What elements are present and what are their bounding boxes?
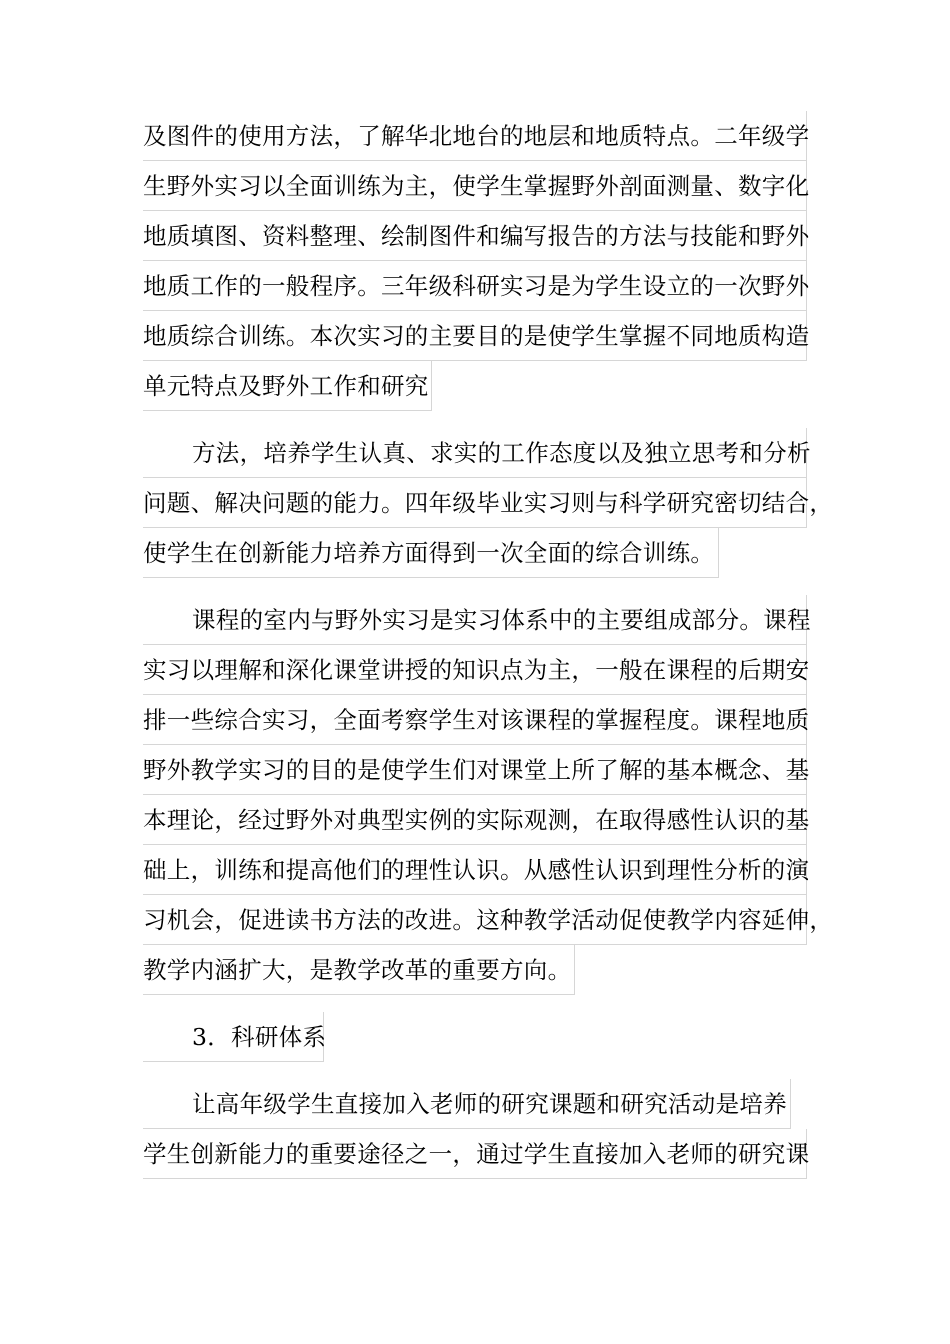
- text-line: 本理论，经过野外对典型实例的实际观测，在取得感性认识的基: [143, 795, 807, 845]
- text-line: 单元特点及野外工作和研究: [143, 361, 432, 411]
- text-line: 础上，训练和提高他们的理性认识。从感性认识到理性分析的演: [143, 845, 807, 895]
- text-line: 野外教学实习的目的是使学生们对课堂上所了解的基本概念、基: [143, 745, 807, 795]
- text-line: 及图件的使用方法，了解华北地台的地层和地质特点。二年级学: [143, 111, 807, 161]
- text-line: 使学生在创新能力培养方面得到一次全面的综合训练。: [143, 528, 719, 578]
- text-line: 让高年级学生直接加入老师的研究课题和研究活动是培养: [143, 1079, 791, 1129]
- text-line: 问题、解决问题的能力。四年级毕业实习则与科学研究密切结合，: [143, 478, 807, 528]
- text-line: 地质工作的一般程序。三年级科研实习是为学生设立的一次野外: [143, 261, 807, 311]
- text-line: 方法，培养学生认真、求实的工作态度以及独立思考和分析: [143, 428, 807, 478]
- text-line: 教学内涵扩大，是教学改革的重要方向。: [143, 945, 575, 995]
- text-line: 习机会，促进读书方法的改进。这种教学活动促使教学内容延伸，: [143, 895, 807, 945]
- text-line: 地质综合训练。本次实习的主要目的是使学生掌握不同地质构造: [143, 311, 807, 361]
- text-line: 实习以理解和深化课堂讲授的知识点为主，一般在课程的后期安: [143, 645, 807, 695]
- text-line: 排一些综合实习，全面考察学生对该课程的掌握程度。课程地质: [143, 695, 807, 745]
- text-line: 学生创新能力的重要途径之一，通过学生直接加入老师的研究课: [143, 1129, 807, 1179]
- text-line: 地质填图、资料整理、绘制图件和编写报告的方法与技能和野外: [143, 211, 807, 261]
- section-heading: 3．科研体系: [143, 1012, 324, 1062]
- text-line: 生野外实习以全面训练为主，使学生掌握野外剖面测量、数字化: [143, 161, 807, 211]
- text-line: 课程的室内与野外实习是实习体系中的主要组成部分。课程: [143, 595, 807, 645]
